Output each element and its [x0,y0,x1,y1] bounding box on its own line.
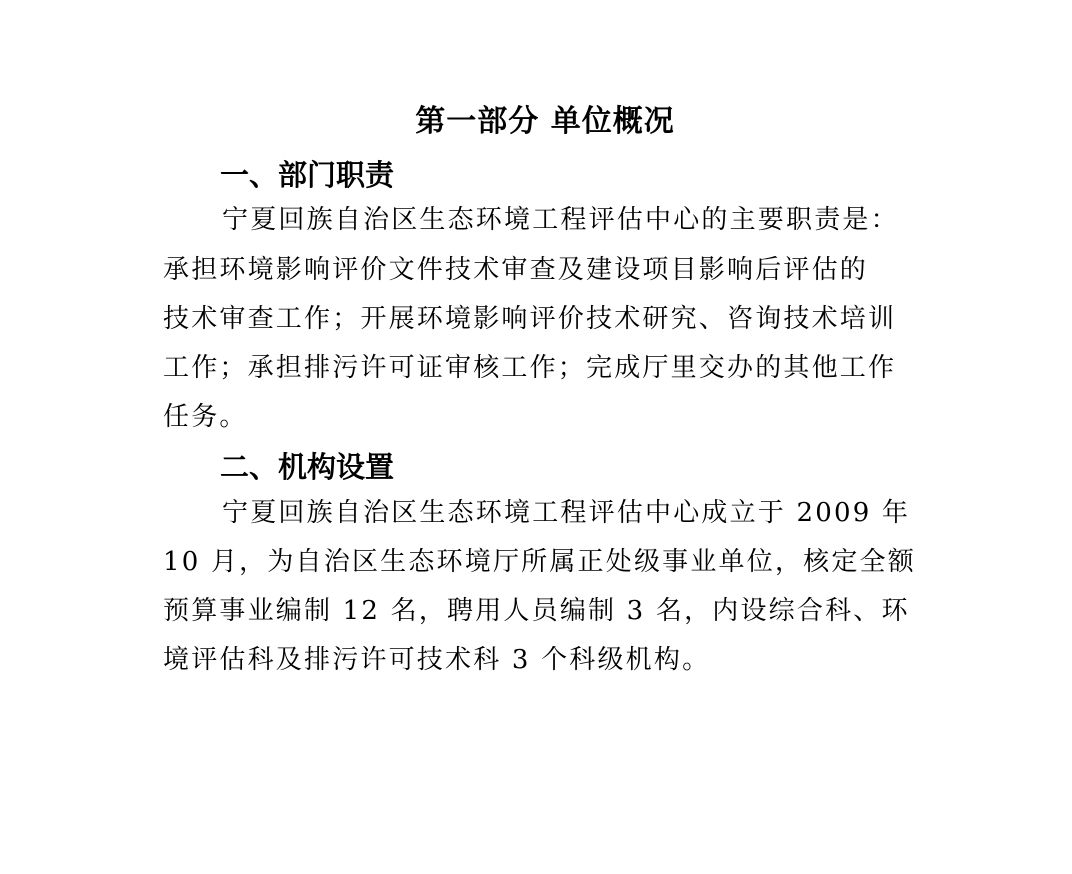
organization-line-2: 10 月，为自治区生态环境厅所属正处级事业单位，核定全额 [163,547,916,577]
organization-line-4: 境评估科及排污许可技术科 3 个科级机构。 [163,645,711,675]
page-title: 第一部分 单位概况 [415,104,675,139]
organization-line-3: 预算事业编制 12 名，聘用人员编制 3 名，内设综合科、环 [163,596,910,626]
duties-line-1: 宁夏回族自治区生态环境工程评估中心的主要职责是： [222,205,899,235]
duties-line-4: 工作；承担排污许可证审核工作；完成厅里交办的其他工作 [163,353,897,383]
section-heading-organization: 二、机构设置 [220,450,395,484]
duties-line-3: 技术审查工作；开展环境影响评价技术研究、咨询技术培训 [163,304,897,334]
section-heading-duties: 一、部门职责 [220,158,395,192]
organization-line-1: 宁夏回族自治区生态环境工程评估中心成立于 2009 年 [222,498,911,528]
duties-line-5: 任务。 [163,402,248,432]
duties-line-2: 承担环境影响评价文件技术审查及建设项目影响后评估的 [163,255,869,285]
